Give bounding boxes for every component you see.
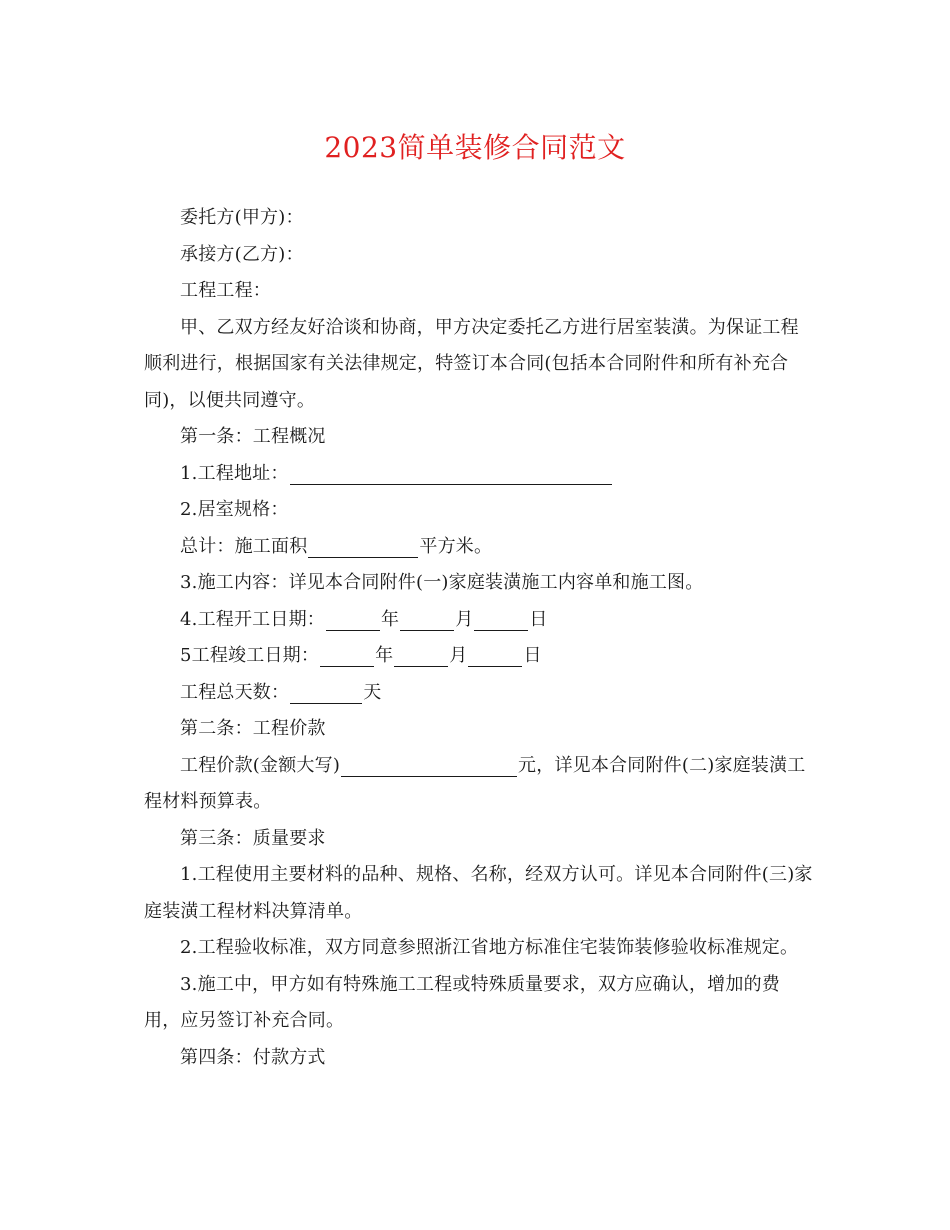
client-line: 委托方(甲方)： — [180, 207, 304, 228]
price-suffix: 元，详见本合同附件(二)家庭装潢工程材料预算表。 — [144, 754, 806, 812]
start-date-label: 4.工程开工日期： — [180, 608, 325, 630]
quality-item-1: 1.工程使用主要材料的品种、规格、名称，经双方认可。详见本合同附件(三)家庭装潢工程材料决算清单。 — [144, 864, 813, 922]
area-line — [144, 529, 814, 566]
total-days-unit: 天 — [363, 681, 382, 703]
year-label: 年 — [375, 645, 394, 666]
area-unit: 平方米。 — [419, 535, 493, 557]
contract-body — [144, 200, 814, 1076]
end-year-blank[interactable] — [320, 644, 374, 667]
price-paragraph — [144, 748, 814, 821]
quality-item-3: 3.施工中，甲方如有特殊施工工程或特殊质量要求，双方应确认，增加的费用，应另签订补充合同。 — [144, 973, 780, 1031]
contractor-line: 承接方(乙方)： — [180, 243, 304, 265]
room-spec-line: 2.居室规格： — [180, 499, 289, 520]
address-blank[interactable] — [290, 462, 612, 485]
end-month-blank[interactable] — [394, 644, 448, 667]
total-days-label: 工程总天数： — [180, 681, 290, 703]
area-blank[interactable] — [308, 535, 418, 558]
address-line — [144, 456, 814, 493]
total-days-blank[interactable] — [290, 681, 362, 704]
total-days-line — [144, 675, 814, 712]
area-label: 总计：施工面积 — [180, 535, 308, 557]
month-label: 月 — [449, 645, 468, 666]
day-label: 日 — [523, 645, 542, 666]
price-blank[interactable] — [341, 754, 517, 777]
day-label: 日 — [529, 608, 548, 630]
start-day-blank[interactable] — [474, 608, 528, 631]
article-2-title: 第二条：工程价款 — [180, 718, 326, 739]
intro-paragraph: 甲、乙双方经友好洽谈和协商，甲方决定委托乙方进行居室装潢。为保证工程顺利进行，根据国家有关法律规定，特签订本合同(包括本合同附件和所有补充合同)，以便共同遵守。 — [144, 316, 799, 411]
end-day-blank[interactable] — [468, 644, 522, 667]
project-line: 工程工程： — [180, 280, 271, 301]
end-date-label: 5工程竣工日期： — [180, 645, 320, 666]
quality-item-2: 2.工程验收标准，双方同意参照浙江省地方标准住宅装饰装修验收标准规定。 — [180, 937, 799, 958]
article-3-title: 第三条：质量要求 — [180, 827, 326, 849]
month-label: 月 — [455, 608, 474, 630]
year-label: 年 — [380, 608, 400, 630]
address-label: 1.工程地址： — [180, 462, 289, 484]
price-label: 工程价款(金额大写) — [180, 754, 341, 776]
start-year-blank[interactable] — [326, 608, 380, 631]
end-date-line — [144, 638, 814, 675]
article-1-title: 第一条：工程概况 — [180, 426, 326, 447]
start-month-blank[interactable] — [400, 608, 454, 631]
document-title: 2023简单装修合同范文 — [324, 131, 626, 164]
start-date-line — [144, 602, 814, 639]
article-4-title: 第四条：付款方式 — [180, 1046, 326, 1068]
work-content-line: 3.施工内容：详见本合同附件(一)家庭装潢施工内容单和施工图。 — [180, 572, 704, 593]
